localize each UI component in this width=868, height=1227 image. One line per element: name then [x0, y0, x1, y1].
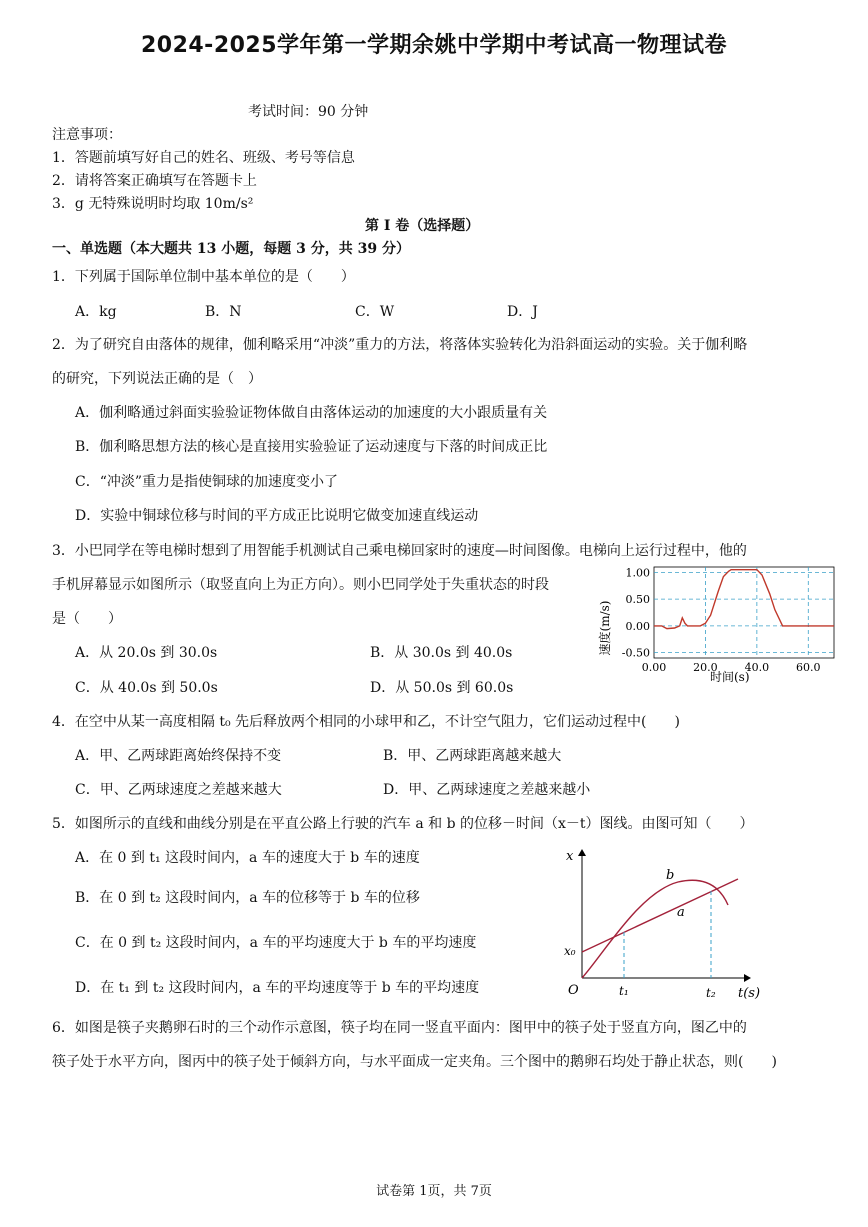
option: C．“冲淡”重力是指使铜球的加速度变小了	[75, 474, 339, 490]
option: D．实验中铜球位移与时间的平方成正比说明它做变加速直线运动	[75, 508, 479, 524]
displacement-time-chart	[560, 842, 770, 1004]
option: B．甲、乙两球距离越来越大	[383, 748, 562, 764]
note-item: 2．请将答案正确填写在答题卡上	[52, 173, 257, 189]
velocity-series-line	[654, 570, 834, 629]
y-axis-label: 速度(m/s)	[598, 600, 612, 656]
y-tick-label: 0.50	[625, 593, 650, 607]
exam-time: 考试时间：90 分钟	[248, 104, 369, 120]
x-tick-label: 0.00	[641, 661, 667, 674]
t1-label: t₁	[619, 984, 629, 998]
x-axis-label: 时间(s)	[710, 670, 750, 684]
t2-label: t₂	[706, 986, 716, 1000]
option: C．W	[355, 304, 395, 320]
velocity-time-chart	[595, 558, 845, 693]
option: A．甲、乙两球距离始终保持不变	[75, 748, 282, 764]
x0-label: x₀	[564, 944, 576, 958]
x-axis-label: t(s)	[738, 986, 761, 1001]
part-title: 第 I 卷（选择题）	[365, 218, 480, 234]
curve-b	[582, 880, 728, 978]
option: D．从 50.0s 到 60.0s	[370, 680, 514, 696]
exam-title: 2024-2025学年第一学期余姚中学期中考试高一物理试卷	[140, 33, 728, 58]
option: C．在 0 到 t₂ 这段时间内，a 车的平均速度大于 b 车的平均速度	[75, 935, 477, 951]
plot-frame	[654, 567, 834, 658]
note-item: 3．g 无特殊说明时均取 10m/s²	[52, 196, 254, 212]
question-stem: 4．在空中从某一高度相隔 t₀ 先后释放两个相同的小球甲和乙，不计空气阻力，它们运动过程中( )	[52, 714, 680, 730]
option: D．J	[507, 304, 538, 320]
y-tick-label: 0.00	[625, 619, 650, 633]
option: B．在 0 到 t₂ 这段时间内，a 车的位移等于 b 车的位移	[75, 890, 420, 906]
question-stem: 手机屏幕显示如图所示（取竖直向上为正方向）。则小巴同学处于失重状态的时段	[52, 577, 549, 593]
question-stem: 1．下列属于国际单位制中基本单位的是（ ）	[52, 269, 355, 285]
notes-heading: 注意事项：	[52, 127, 122, 143]
x-tick-label: 20.0	[693, 661, 718, 674]
series-a-label: a	[677, 905, 685, 920]
origin-label: O	[568, 983, 579, 998]
option: C．从 40.0s 到 50.0s	[75, 680, 218, 696]
question-stem: 是（ ）	[52, 611, 122, 627]
option: A．从 20.0s 到 30.0s	[75, 645, 218, 661]
y-axis-label: x	[566, 849, 574, 864]
option: D．在 t₁ 到 t₂ 这段时间内，a 车的平均速度等于 b 车的平均速度	[75, 980, 480, 996]
question-stem: 筷子处于水平方向，图丙中的筷子处于倾斜方向，与水平面成一定夹角。三个图中的鹅卵石均处于静止状态，则( )	[52, 1054, 777, 1070]
y-tick-label: -0.50	[621, 646, 650, 660]
question-stem: 的研究，下列说法正确的是（ ）	[52, 371, 262, 387]
note-item: 1．答题前填写好自己的姓名、班级、考号等信息	[52, 150, 355, 166]
option: D．甲、乙两球速度之差越来越小	[383, 782, 591, 798]
x-tick-label: 40.0	[744, 661, 770, 674]
option: C．甲、乙两球速度之差越来越大	[75, 782, 282, 798]
series-b-label: b	[666, 868, 675, 883]
option: B．伽利略思想方法的核心是直接用实验验证了运动速度与下落的时间成正比	[75, 439, 548, 455]
option: A．kg	[75, 304, 117, 320]
option: B．N	[205, 304, 242, 320]
question-stem: 6．如图是筷子夹鹅卵石时的三个动作示意图，筷子均在同一竖直平面内：图甲中的筷子处于竖直方向，图乙中的	[52, 1020, 747, 1036]
question-stem: 2．为了研究自由落体的规律，伽利略采用“冲淡”重力的方法，将落体实验转化为沿斜面运动的实验。关于伽利略	[52, 337, 748, 353]
section-title: 一、单选题（本大题共 13 小题，每题 3 分，共 39 分）	[52, 241, 410, 257]
x-tick-label: 60.0	[796, 661, 821, 674]
question-stem: 3．小巴同学在等电梯时想到了用智能手机测试自己乘电梯回家时的速度—时间图像。电梯向上运行过程中，他的	[52, 543, 747, 559]
page-footer: 试卷第 1页，共 7页	[376, 1184, 492, 1199]
y-tick-label: 1.00	[625, 566, 650, 580]
option: A．伽利略通过斜面实验验证物体做自由落体运动的加速度的大小跟质量有关	[75, 405, 548, 421]
question-stem: 5．如图所示的直线和曲线分别是在平直公路上行驶的汽车 a 和 b 的位移－时间（x－t）图线。由图可知（ ）	[52, 816, 754, 832]
option: B．从 30.0s 到 40.0s	[370, 645, 513, 661]
option: A．在 0 到 t₁ 这段时间内，a 车的速度大于 b 车的速度	[75, 850, 420, 866]
